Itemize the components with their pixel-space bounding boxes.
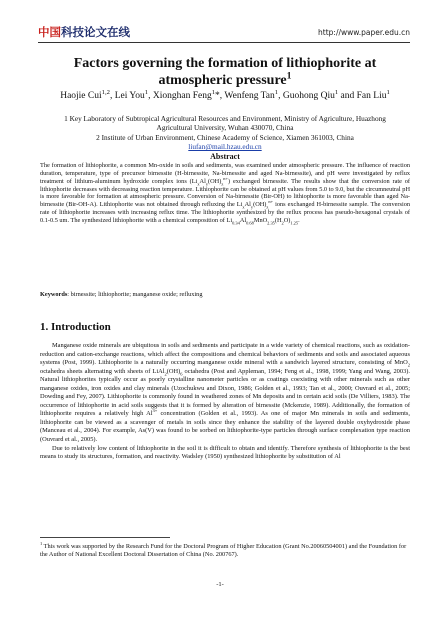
chemical-formula: $Li_{0.34}Al_{0.68}MnO_{2.35}(H_2O)_{1.25}$. xyxy=(226,216,300,226)
author: Wenfeng Tan$^1$, xyxy=(224,88,283,101)
abstract-text: The formation of lithiophorite, a common Mn-oxide in soils and sediments, was examined under atmospheric pressure. The influence of reaction duration, temperature, type of precursor birnessite (H-birnessite, Na-birnessite and aged Na-birnessite), and pH were investigated by reflux treatment of lithium-aluminum hydroxide complex ions $(Li_xAl_y(OH)_z^{n+})$ exchanged birnessite. The results show that the conversion rate of lithiophorite decreases with decreasing reaction temperature. Lithiophorite can be obtained at pH values from 5.0 to 9.0, but the circumneutral pH is more favorable for formation at atmospheric pressure. Conversion of Na-birnessite (Bir-OH) to lithiophorite is more favorable than aged Na-birnessite (Bir-OH-A). Lithiophorite was not obtained through refluxing the $Li_xAl_y(OH)_z^{n+}$ ions exchanged H-birnessite sample. The conversion rate of lithiophorite increases with increasing reflux time. The lithiophorite synthesized by the reflux process has pseudo-hexagonal crystals of 0.1-0.5 um. The synthesized lithiophorite with a chemical composition of $Li_{0.34}Al_{0.68}MnO_{2.35}(H_2O)_{1.25}$. xyxy=(40,162,410,226)
site-url[interactable]: http://www.paper.edu.cn xyxy=(318,28,410,37)
author-list xyxy=(60,90,390,102)
logo-sci-text: 科技论文在线 xyxy=(61,25,130,39)
author: Fan Liu$^1$ xyxy=(356,88,390,101)
introduction-text xyxy=(40,342,410,462)
email-link[interactable]: liufan@mail.hzau.edu.cn xyxy=(188,141,262,151)
author: Lei You$^1$, xyxy=(114,88,153,101)
abstract-heading: Abstract xyxy=(210,152,240,161)
paper-title: Factors governing the formation of lithiophorite at atmospheric pressure$^1$ xyxy=(73,56,377,88)
affiliation-2: 2 Institute of Urban Environment, Chinese Academy of Science, Xiamen 361003, China xyxy=(96,132,354,142)
affiliations xyxy=(55,114,395,151)
affiliation-1: 1 Key Laboratory of Subtropical Agricultural Resources and Environment, Ministry of Agriculture, Huazhong Agricultural University, Wuhan 430070, China xyxy=(64,114,386,133)
author: Xionghan Feng$^1$*, xyxy=(152,88,225,101)
footnote: $^1$ This work was supported by the Research Fund for the Doctoral Program of Higher Education (Grant No.20060504001) and the Foundation for the Author of National Excellent Doctoral Dissertation of China (No. 200767). xyxy=(40,540,407,558)
site-logo[interactable] xyxy=(38,26,130,39)
logo-china-text: 中国 xyxy=(38,25,61,39)
page-number: -1- xyxy=(216,581,224,588)
site-header xyxy=(38,24,410,42)
author: Haojie Cui$^{1,2}$, xyxy=(60,88,115,101)
section-heading: 1. Introduction xyxy=(40,321,111,333)
header-divider xyxy=(38,42,410,43)
author: Guohong Qiu$^1$ and xyxy=(282,88,357,101)
footnote-divider xyxy=(40,537,170,538)
paragraph: Manganese oxide minerals are ubiquitous in soils and sediments and participate in a wide variety of chemical reactions, such as oxidation-reduction and cation-exchange reactions, which affect the compositions and chemical behaviors of sediments and soils and associated aqueous systems (Post, 1999). Lithiophorite is a naturally occurring manganese oxide mineral with a sandwich layered structure, consisting of MnO$_2$ octahedra sheets alternating with sheets of $LiAl_2(OH)_6$ octahedra (Post and Appleman, 1994; Feng et al., 1998, 1999; Yang and Wang, 2003). Natural lithiophorites typically occur as poorly crystalline nanometer particles or as coatings coexisting with other minerals such as other manganese oxides, iron oxides and clay minerals (Uzochukwu and Dixon, 1986; Golden et al., 1993; Tan et al., 2000; Ouvrard et al., 2005; Dowding and Fey, 2007). Lithiophorite is commonly found in weathered zones of Mn deposits and in certain acid soils (De Villiers, 1983). The occurrence of lithiophorite in acid soils suggests that it is formed by alteration of birnessite (Mckenzie, 1989). Additionally, the formation of lithiophorite requires a relatively high $Al^{3+}$ concentration (Golden et al., 1993). As one of major Mn minerals in soils and sediments, lithiophorite can be viewed as a scavenger of metals in soils since they enhance the stability of the layered double oxyhydroxide phase (Manceau et al., 2004). For example, As(V) was found to be sorbed on lithiophorite-type particles through surface complexation type reaction (Ouvrard et al., 2005). xyxy=(40,342,410,444)
keywords: Keywords: birnessite; lithiophorite; manganese oxide; refluxing xyxy=(40,291,203,298)
paragraph: Due to relatively low content of lithiophorite in the soil it is difficult to obtain and identify. Therefore synthesis of lithiophorite is the best means to study its structures, formation, and reactivity. Wadsley (1950) synthesized lithiophorite by substitution of Al xyxy=(40,444,410,461)
